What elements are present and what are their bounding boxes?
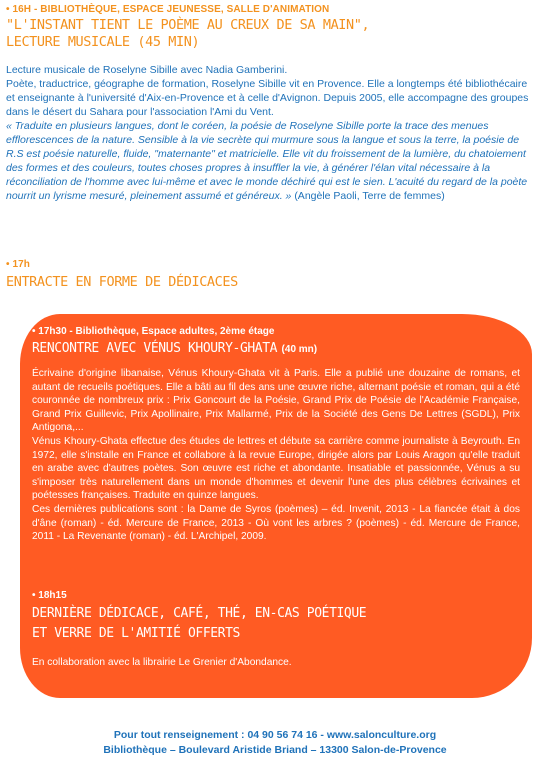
paragraph: Ces dernières publications sont : la Dame de Syros (poèmes) – éd. Invenit, 2013 - La fiancée était à dos d'âne (roman) - éd. Mercure de France, 2013 - Où vont les arbres ? (poèmes) - éd. Mercure de France, 2011 - La Revenante (roman) - éd. L'Archipel, 2009. <box>32 503 520 543</box>
event-description <box>32 367 520 544</box>
event-title <box>6 17 550 51</box>
event-title-line2: ET VERRE DE L'AMITIÉ OFFERTS <box>32 626 240 641</box>
event-title-line1: "L'INSTANT TIENT LE POÈME AU CREUX DE SA MAIN", <box>6 17 370 33</box>
event-description: En collaboration avec la librairie Le Grenier d'Abondance. <box>32 657 292 668</box>
section-derniere-dedicace <box>32 590 520 670</box>
event-time-17h30: • 17h30 - Bibliothèque, Espace adultes, 2ème étage <box>32 326 275 337</box>
footer-info <box>0 728 550 758</box>
paragraph: Vénus Khoury-Ghata effectue des études de lettres et débute sa carrière comme journaliste à Beyrouth. En 1972, elle s'installe en France et collabore à la revue Europe, dirigée alors par Louis Aragon qu'elle traduit en arabe avec d'autres poètes. Son œuvre est riche et abondante. Insatiable et passionnée, Vénus a su s'imposer très naturellement dans un monde d'hommes et devenir l'une des plus célèbres écrivaines et poétesses françaises. Traduite en quinze langues. <box>32 435 520 502</box>
event-title <box>32 604 520 644</box>
event-title: ENTRACTE EN FORME DE DÉDICACES <box>6 274 238 290</box>
event-title-line1: DERNIÈRE DÉDICACE, CAFÉ, THÉ, EN-CAS POÉTIQUE <box>32 606 367 621</box>
event-description <box>6 63 538 203</box>
section-rencontre <box>32 326 520 544</box>
footer-address: Bibliothèque – Boulevard Aristide Briand – 13300 Salon-de-Provence <box>103 744 447 756</box>
paragraph: Poète, traductrice, géographe de formation, Roselyne Sibille vit en Provence. Elle a longtemps été bibliothécaire et enseignante à l'université d'Aix-en-Provence et à celle d'Avignon. Depuis 2005, elle accompagne des groupes dans le désert du Sahara pour l'association l'Ami du Vent. <box>6 78 529 118</box>
event-duration: (40 mn) <box>281 344 318 355</box>
footer-contact: Pour tout renseignement : 04 90 56 74 16 - www.salonculture.org <box>113 729 437 741</box>
paragraph: Lecture musicale de Roselyne Sibille avec Nadia Gamberini. <box>6 64 288 76</box>
quote-paragraph <box>6 119 538 203</box>
event-title-line2: LECTURE MUSICALE (45 MIN) <box>6 34 200 50</box>
quote-text: « Traduite en plusieurs langues, dont le coréen, la poésie de Roselyne Sibille porte la trace des menues efflorescences de la nature. Sensible à la vie secrète qui murmure sous la langue et sous la terre, la poésie de R.S est poésie naturelle, fluide, "maternante" et matricielle. Elle vit du froissement de la lumière, du chatoiement des formes et des couleurs, toutes choses propres à insuffler la vie, à générer l'élan vital nécessaire à la réconciliation de l'homme avec lui-même et avec le monde déchiré qui est le sien. L'acuité du regard de la poète nourrit un lyrisme mesuré, pleinement assumé et généreux. » <box>6 120 528 202</box>
event-title: RENCONTRE AVEC VÉNUS KHOURY-GHATA <box>32 341 278 356</box>
event-time-17h: • 17h <box>6 259 31 270</box>
event-time-16h: • 16H - BIBLIOTHÈQUE, ESPACE JEUNESSE, SALLE D'ANIMATION <box>6 4 330 15</box>
section-lecture-musicale <box>0 4 550 203</box>
event-title-row <box>32 339 520 357</box>
section-entracte <box>0 259 550 291</box>
quote-attribution: (Angèle Paoli, Terre de femmes) <box>294 190 445 202</box>
event-time-18h15: • 18h15 <box>32 590 67 601</box>
paragraph: Écrivaine d'origine libanaise, Vénus Khoury-Ghata vit à Paris. Elle a publié une douzaine de romans, et autant de recueils poétiques. Elle a bâti au fil des ans une œuvre riche, alternant poésie et roman, qui a été couronnée de nombreux prix : Prix Goncourt de la Poésie, Grand Prix de Poésie de l'Académie Française, Grand Prix Guillevic, Prix Apollinaire, Prix Mallarmé, Prix de la Société des Gens De Lettres (SGDL), Prix Antigona,... <box>32 368 520 434</box>
